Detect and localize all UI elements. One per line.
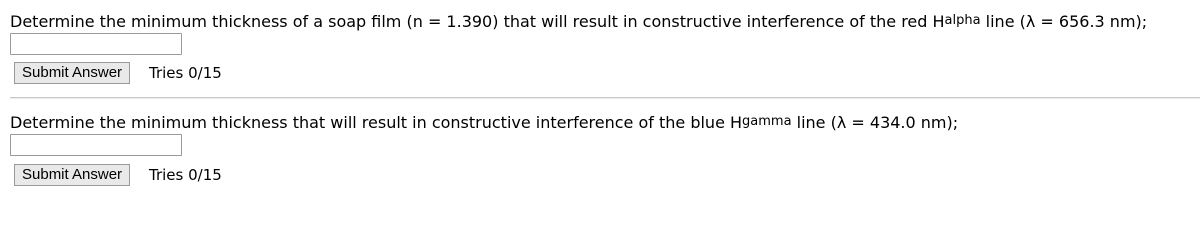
question-2-submit-button[interactable]: Submit Answer [14, 164, 130, 186]
question-divider [10, 97, 1200, 99]
question-1-text-before: Determine the minimum thickness of a soap film (n = 1.390) that will result in constructive interference of the red H [10, 12, 945, 31]
question-1-tries-counter: Tries 0/15 [149, 64, 222, 82]
question-2-tries-counter: Tries 0/15 [149, 166, 222, 184]
question-2-text-after: line (λ = 434.0 nm); [791, 113, 959, 132]
question-2-text-before: Determine the minimum thickness that will result in constructive interference of the blue H [10, 113, 743, 132]
question-2-text [10, 113, 958, 135]
question-2-answer-input[interactable] [10, 134, 182, 156]
question-1-text-after: line (λ = 656.3 nm); [980, 12, 1148, 31]
question-2-superscript: gamma [742, 114, 792, 129]
question-1-superscript: alpha [944, 13, 981, 28]
question-1-text [10, 12, 1147, 34]
question-1-submit-button[interactable]: Submit Answer [14, 62, 130, 84]
question-1-answer-input[interactable] [10, 33, 182, 55]
